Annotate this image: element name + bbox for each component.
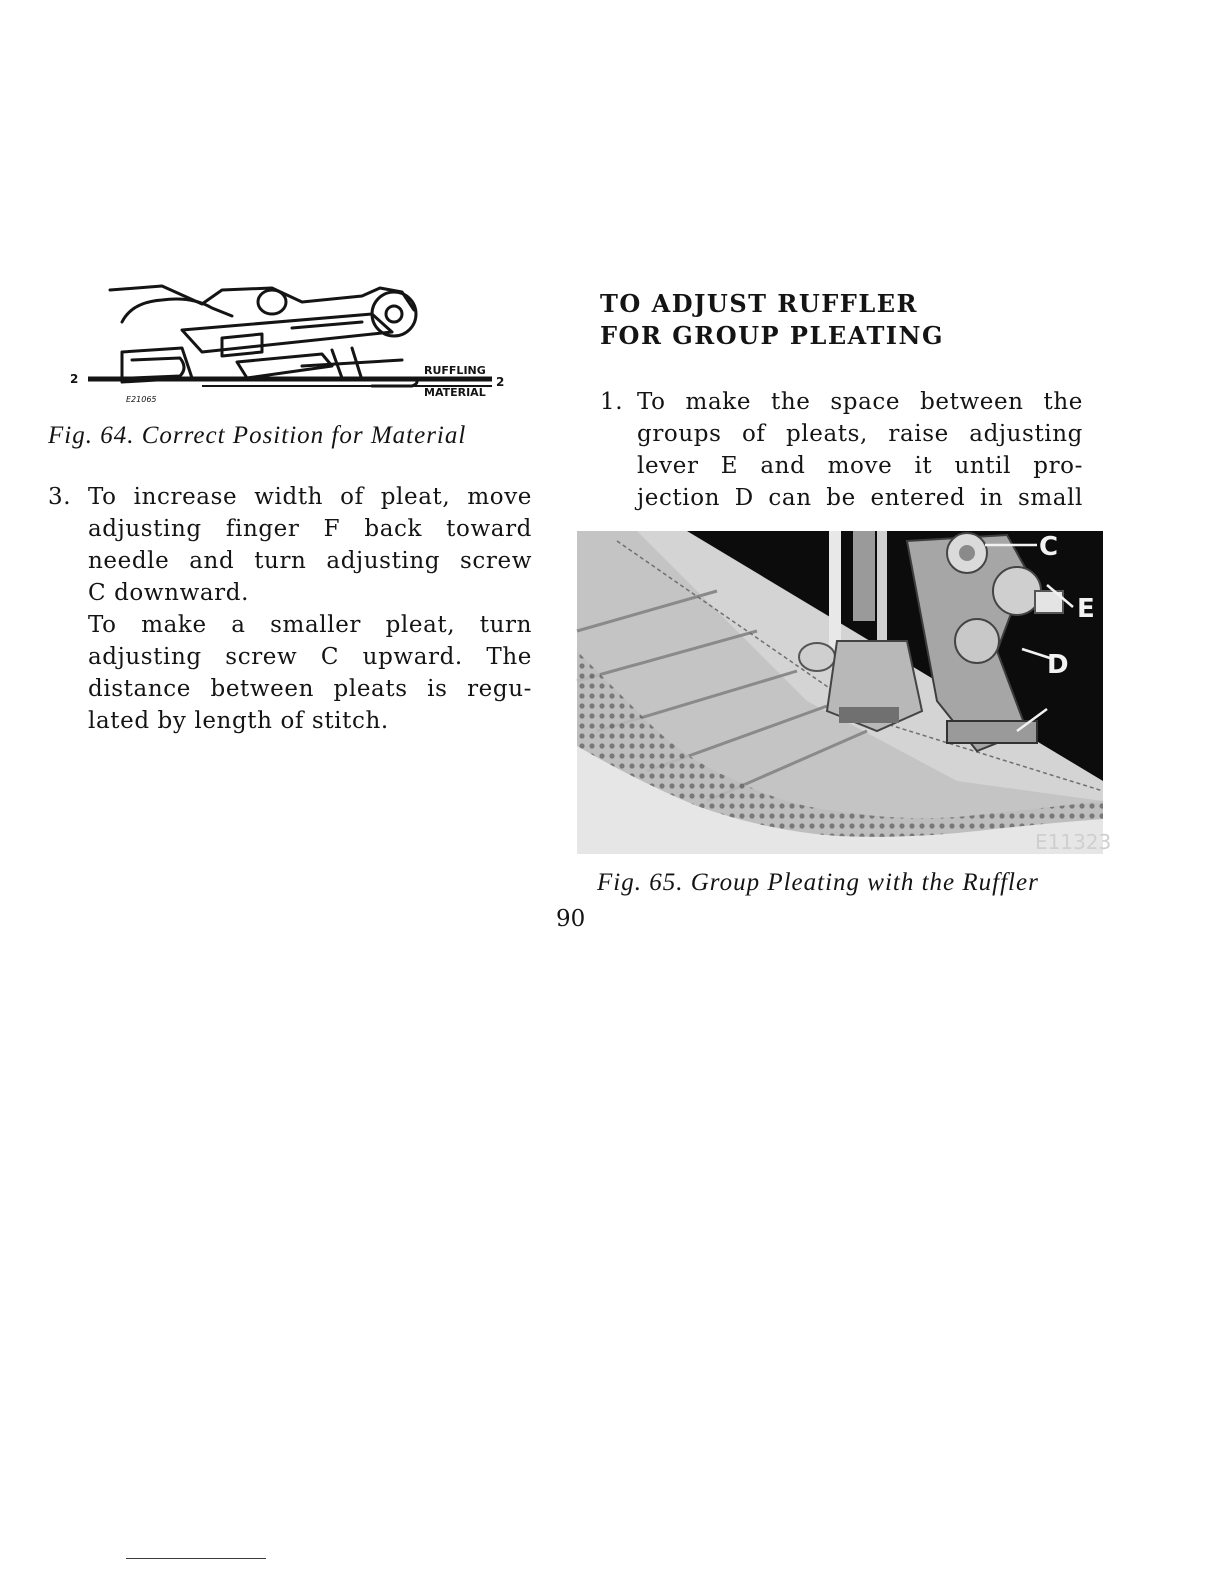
text-line: To increase width of pleat, move bbox=[88, 484, 532, 510]
label-2-right: 2 bbox=[496, 375, 505, 389]
text-line: To make a smaller pleat, turn bbox=[88, 612, 532, 638]
figure-64-caption: Fig. 64. Correct Position for Material bbox=[48, 422, 467, 449]
figure-65-caption: Fig. 65. Group Pleating with the Ruffler bbox=[597, 869, 1039, 896]
text-line: groups of pleats, raise adjusting bbox=[637, 421, 1083, 447]
step-3-text bbox=[88, 481, 532, 737]
text-line: lated by length of stitch. bbox=[88, 708, 389, 734]
text-line: To make the space between the bbox=[637, 389, 1083, 415]
text-line: lever E and move it until pro- bbox=[637, 453, 1083, 479]
group-pleating-photo bbox=[577, 531, 1112, 854]
page-number: 90 bbox=[556, 906, 586, 932]
text-line: adjusting finger F back toward bbox=[88, 516, 532, 542]
label-material: MATERIAL bbox=[424, 386, 486, 399]
label-e: E bbox=[1077, 594, 1095, 624]
label-c: C bbox=[1039, 532, 1059, 562]
heading-line-1: TO ADJUST RUFFLER bbox=[600, 289, 918, 318]
ruffler-line-drawing bbox=[62, 282, 522, 406]
label-2-left: 2 bbox=[70, 372, 79, 386]
text-line: adjusting screw C upward. The bbox=[88, 644, 532, 670]
step-3-number: 3. bbox=[48, 484, 72, 510]
heading-line-2: FOR GROUP PLEATING bbox=[600, 321, 944, 350]
section-heading bbox=[600, 288, 1020, 352]
step-1-text bbox=[637, 386, 1083, 514]
text-line: needle and turn adjusting screw bbox=[88, 548, 532, 574]
figure-65-code: E11323 bbox=[1035, 830, 1112, 854]
label-d: D bbox=[1047, 650, 1069, 680]
text-line: C downward. bbox=[88, 580, 250, 606]
figure-64-drawing bbox=[62, 282, 522, 406]
figure-65-photo bbox=[577, 531, 1112, 854]
text-line: distance between pleats is regu- bbox=[88, 676, 532, 702]
label-ruffling: RUFFLING bbox=[424, 364, 486, 377]
step-1-number: 1. bbox=[600, 389, 624, 415]
figure-64-code: E21065 bbox=[126, 395, 157, 404]
text-line: jection D can be entered in small bbox=[637, 485, 1083, 511]
footer-rule bbox=[126, 1558, 266, 1559]
